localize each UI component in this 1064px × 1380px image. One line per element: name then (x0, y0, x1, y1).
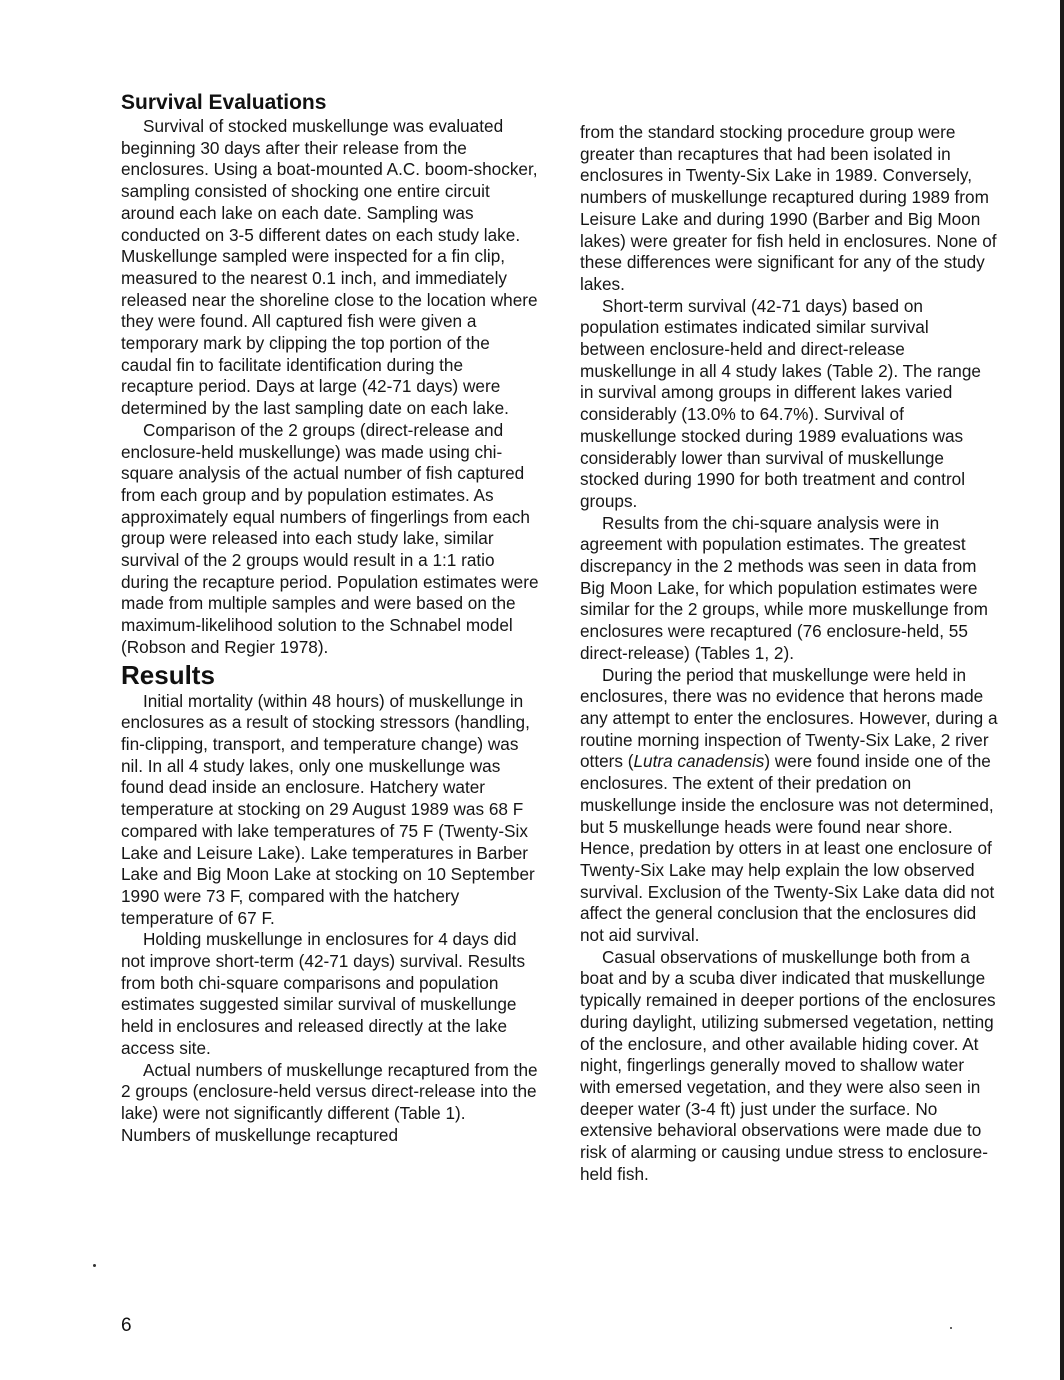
results-paragraph-2: Holding muskellunge in enclosures for 4 days did not improve short-term (42-71 days) survival. Results from both chi-square comparisons and population estimates suggested similar survival of muskellunge held in enclosures and released directly at the lake access site. (121, 929, 526, 1058)
results-paragraph-7: Casual observations of muskellunge both from a boat and by a scuba diver indicated that muskellunge typically remained in deeper portions of the enclosures during daylight, utilizing submersed vegetation, netting of the enclosure, and other available hiding cover. At night, fingerlings generally moved to shallow water with emersed vegetation, and they were also seen in deeper water (3-4 ft) just under the surface. No extensive behavioral observations were made due to risk of alarming or causing undue stress to enclosure-held fish. (580, 946, 996, 1184)
survival-paragraph-1: Survival of stocked muskellunge was evaluated beginning 30 days after their release from the enclosures. Using a boat-mounted A.C. boom-shocker, sampling consisted of shocking one entire circuit around each lake on each date. Sampling was conducted on 3-5 different dates on each study lake. Muskellunge sampled were inspected for a fin clip, measured to the nearest 0.1 inch, and immediately released near the shoreline close to the location where they were found. All captured fish were given a temporary mark by clipping the top portion of the caudal fin to facilitate identification during the recapture period. Days at large (42-71 days) were determined by the last sampling date on each lake. (121, 116, 538, 419)
scan-edge-border (1060, 0, 1064, 1380)
right-column (580, 122, 998, 1185)
results-paragraph-5: Results from the chi-square analysis were in agreement with population estimates. The greatest discrepancy in the 2 methods was seen in data from Big Moon Lake, for which population estimates were similar for the 2 groups, while more muskellunge from enclosures were recaptured (76 enclosure-held, 55 direct-release) (Tables 1, 2). (580, 512, 988, 663)
survival-paragraph-2: Comparison of the 2 groups (direct-release and enclosure-held muskellunge) was made using chi-square analysis of the actual number of fish captured from each group and by population estimates. As approximately equal numbers of fingerlings from each group were released into each study lake, similar survival of the 2 groups would result in a 1:1 ratio during the recapture period. Population estimates were made from multiple samples and were based on the maximum-likelihood solution to the Schnabel model (Robson and Regier 1978). (121, 419, 539, 657)
survival-evaluations-heading: Survival Evaluations (121, 91, 327, 114)
results-paragraph-4: Short-term survival (42-71 days) based on population estimates indicated similar survival between enclosure-held and direct-release muskellunge in all 4 study lakes (Table 2). The range in survival among groups in different lakes varied considerably (13.0% to 64.7%). Survival of muskellunge stocked during 1989 evaluations was considerably lower than survival of muskellunge stocked during 1990 for both treatment and control groups. (580, 295, 981, 511)
results-paragraph-1: Initial mortality (within 48 hours) of muskellunge in enclosures as a result of stocking stressors (handling, fin-clipping, transport, and temperature change) was nil. In all 4 study lakes, only one muskellunge was found dead inside an enclosure. Hatchery water temperature at stocking on 29 August 1989 was 68 F compared with lake temperatures of 75 F (Twenty-Six Lake and Leisure Lake). Lake temperatures in Barber Lake and Big Moon Lake at stocking on 10 September 1990 were 73 F, compared with the hatchery temperature of 67 F. (121, 690, 535, 928)
results-paragraph-6-text-a: During the period that muskellunge were held in enclosures, there was no evidence that herons made any attempt to enter the enclosures. However, during a routine morning inspection of Twenty-Six Lake, 2 river otters ( (580, 664, 998, 772)
results-paragraph-6-text-b: ) were found inside one of the enclosures. The extent of their predation on muskellunge inside the enclosure was not determined, but 5 muskellunge heads were found near shore. Hence, predation by otters in at least one enclosure of Twenty-Six Lake may help explain the low observed survival. Exclusion of the Twenty-Six Lake data did not affect the general conclusion that the enclosures did not aid survival. (580, 751, 995, 946)
results-paragraph-6 (580, 665, 998, 947)
results-paragraph-3: Actual numbers of muskellunge recaptured from the 2 groups (enclosure-held versus direct-release into the lake) were not significantly different (Table 1). Numbers of muskellunge recaptured (121, 1059, 538, 1145)
results-heading: Results (121, 659, 215, 690)
species-name: Lutra canadensis (633, 751, 765, 772)
page-number: 6 (121, 1315, 132, 1336)
results-paragraph-continued: from the standard stocking procedure group were greater than recaptures that had been isolated in enclosures in Twenty-Six Lake in 1989. Conversely, numbers of muskellunge recaptured during 1989 from Leisure Lake and during 1990 (Barber and Big Moon lakes) were greater for fish held in enclosures. None of these differences were significant for any of the study lakes. (580, 122, 997, 294)
left-column (121, 90, 539, 1146)
scan-speck (950, 1327, 952, 1329)
scan-speck (93, 1264, 96, 1267)
